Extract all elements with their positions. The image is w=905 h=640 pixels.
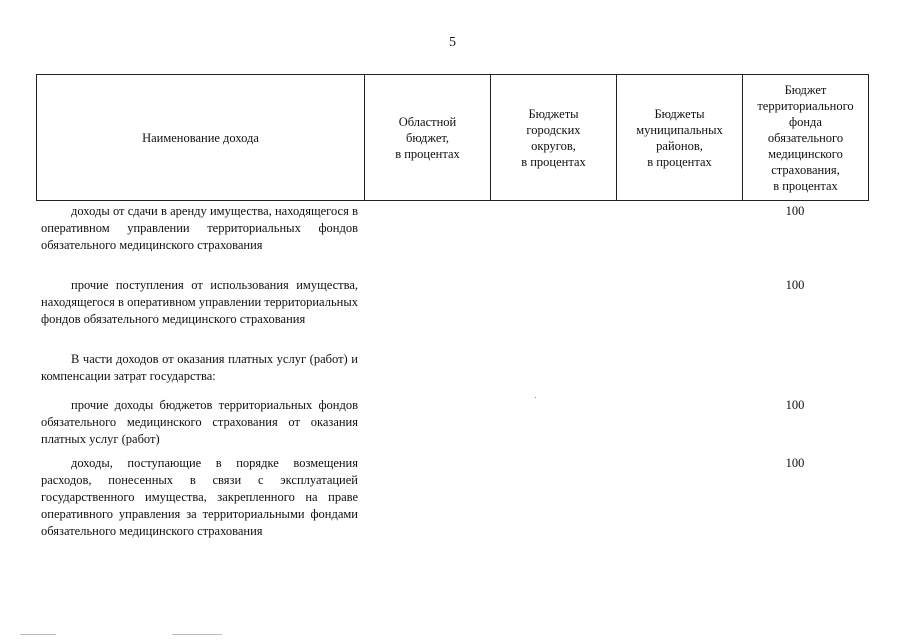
revenue-table-header xyxy=(36,74,869,201)
header-city-district-budgets: Бюджеты городских округов, в процентах xyxy=(491,75,617,201)
header-income-name: Наименование дохода xyxy=(37,75,365,201)
header-regional-budget: Областной бюджет, в процентах xyxy=(365,75,491,201)
income-name: доходы, поступающие в порядке возмещения расходов, понесенных в связи с эксплуатацией государственного имущества, закрепленного на праве оперативного управления за территориальными фондами обязательного медицинского страхования xyxy=(41,456,358,538)
fund-percent-value: 100 xyxy=(785,204,805,218)
fund-percent-value: 100 xyxy=(785,456,805,470)
table-row xyxy=(41,203,358,254)
table-row xyxy=(41,455,358,540)
scan-artifact xyxy=(20,634,56,635)
income-name: прочие доходы бюджетов территориальных фондов обязательного медицинского страхования от оказания платных услуг (работ) xyxy=(41,398,358,446)
fund-percent-value: 100 xyxy=(785,398,805,412)
scan-artifact xyxy=(535,397,536,398)
section-heading-row xyxy=(41,351,358,385)
header-health-insurance-fund-budget: Бюджет территориального фонда обязательного медицинского страхования, в процентах xyxy=(743,75,869,201)
income-name: доходы от сдачи в аренду имущества, находящегося в оперативном управлении территориальных фондов обязательного медицинского страхования xyxy=(41,204,358,252)
fund-percent-value: 100 xyxy=(785,278,805,292)
scan-artifact xyxy=(172,634,222,635)
header-municipal-district-budgets: Бюджеты муниципальных районов, в процентах xyxy=(617,75,743,201)
table-row xyxy=(41,277,358,328)
table-row xyxy=(41,397,358,448)
section-heading: В части доходов от оказания платных услуг (работ) и компенсации затрат государства: xyxy=(41,352,358,383)
page-number: 5 xyxy=(449,35,456,50)
income-name: прочие поступления от использования имущества, находящегося в оперативном управлении территориальных фондов обязательного медицинского страхования xyxy=(41,278,358,326)
